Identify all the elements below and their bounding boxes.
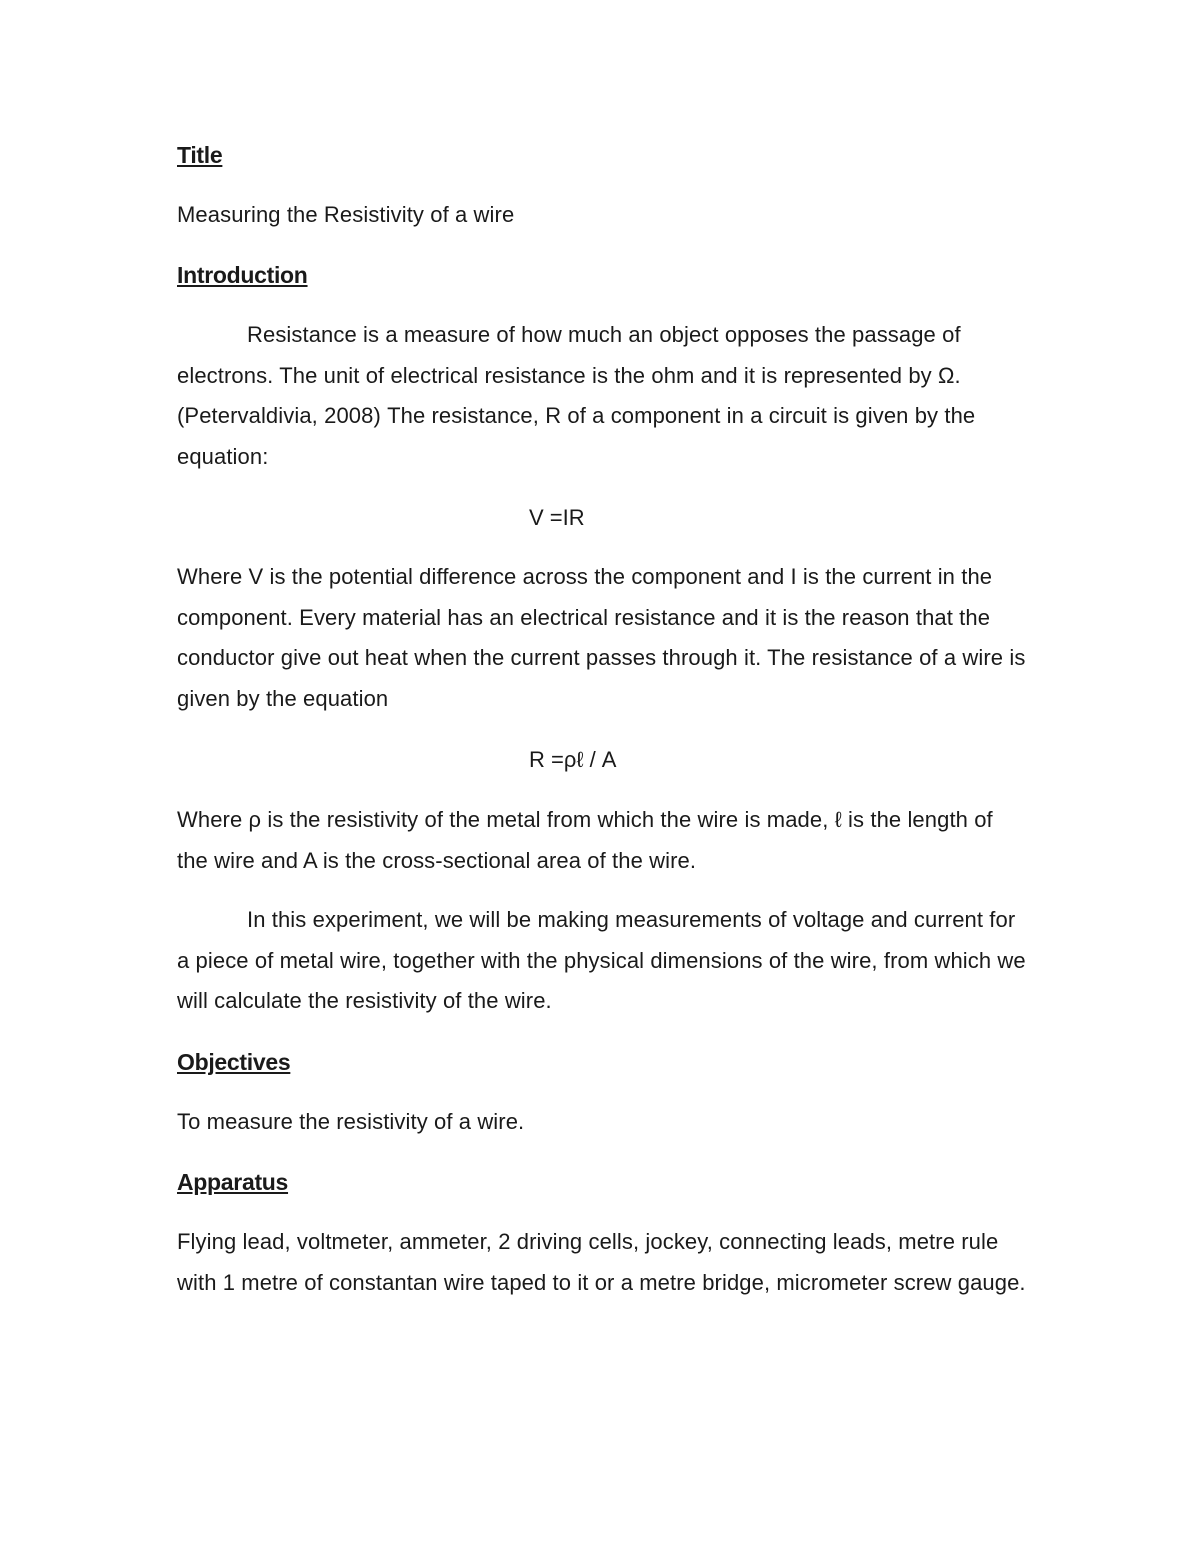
equation-resistance: R =ρℓ / A: [529, 747, 617, 772]
objectives-heading: Objectives: [177, 1049, 291, 1075]
equation-ohms-law: V =IR: [529, 505, 585, 530]
title-heading: Title: [177, 142, 223, 168]
intro-paragraph-4: In this experiment, we will be making measurements of voltage and current for a piece of metal wire, together with the physical dimensions of the wire, from which we will calculate the resistivity of the wire.: [177, 907, 1026, 1013]
objectives-text: To measure the resistivity of a wire.: [177, 1109, 525, 1134]
intro-paragraph-3: Where ρ is the resistivity of the metal from which the wire is made, ℓ is the length of the wire and A is the cross-sectional area of the wire.: [177, 807, 993, 873]
apparatus-heading: Apparatus: [177, 1169, 289, 1195]
intro-paragraph-1: Resistance is a measure of how much an object opposes the passage of electrons. The unit of electrical resistance is the ohm and it is represented by Ω. (Petervaldivia, 2008) The resistance, R of a component in a circuit is given by the equation:: [177, 322, 976, 469]
intro-paragraph-2: Where V is the potential difference across the component and I is the current in the component. Every material has an electrical resistance and it is the reason that the conductor give out heat when the current passes through it. The resistance of a wire is given by the equation: [177, 564, 1026, 711]
introduction-heading: Introduction: [177, 262, 308, 288]
document-title: Measuring the Resistivity of a wire: [177, 202, 515, 227]
apparatus-text: Flying lead, voltmeter, ammeter, 2 driving cells, jockey, connecting leads, metre rule with 1 metre of constantan wire taped to it or a metre bridge, micrometer screw gauge.: [177, 1229, 1026, 1295]
